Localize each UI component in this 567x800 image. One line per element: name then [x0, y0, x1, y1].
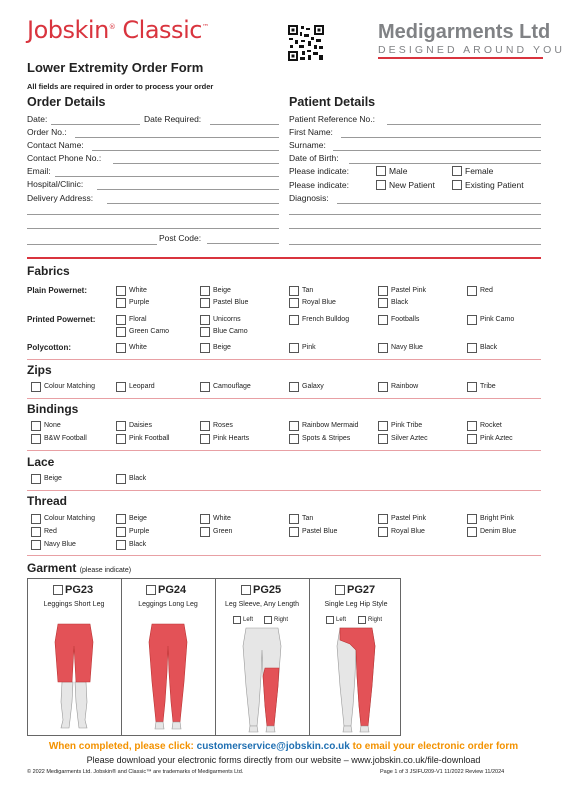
printed-unicorns-checkbox[interactable] — [200, 315, 210, 325]
section-divider — [27, 257, 541, 259]
contact-phone-label: Contact Phone No.: — [27, 153, 102, 163]
male-label: Male — [389, 166, 408, 176]
zip-colour-matching-checkbox[interactable] — [31, 382, 41, 392]
pg25-left-label: Left — [243, 617, 254, 623]
plain-white-label: White — [129, 287, 147, 294]
email-instruction — [0, 741, 567, 752]
thread-purple-label: Purple — [129, 528, 150, 535]
pg24-name: Leggings Long Leg — [138, 601, 198, 608]
pg25-name: Leg Sleeve, Any Length — [225, 601, 299, 608]
diagnosis-label: Diagnosis: — [289, 193, 329, 203]
date-label: Date: — [27, 114, 48, 124]
post-code-field[interactable] — [159, 233, 279, 245]
thread-bright-pink-label: Bright Pink — [480, 515, 514, 522]
garment-divider-2 — [215, 578, 216, 736]
thread-white-label: White — [213, 515, 231, 522]
hospital-line — [97, 189, 279, 190]
lace-divider — [27, 490, 541, 491]
pg23-code: PG23 — [65, 584, 94, 596]
new-patient-label: New Patient — [389, 180, 435, 190]
garment-heading — [27, 561, 131, 575]
binding-silver-aztec-checkbox[interactable] — [378, 434, 388, 444]
date-field[interactable] — [27, 114, 140, 126]
binding-pink-aztec-checkbox[interactable] — [467, 434, 477, 444]
tagline-underline — [378, 57, 543, 59]
patient-reference-field[interactable] — [289, 114, 541, 126]
plain-white-checkbox[interactable] — [116, 286, 126, 296]
pg27-single-leg-hip-illustration — [326, 626, 386, 734]
plain-pastel-blue-label: Pastel Blue — [213, 299, 249, 306]
thread-pastel-pink-label: Pastel Pink — [391, 515, 427, 522]
plain-black-label: Black — [391, 299, 409, 306]
binding-bandw-football-checkbox[interactable] — [31, 434, 41, 444]
delivery-address-line-3[interactable] — [27, 228, 279, 229]
email-label: Email: — [27, 166, 51, 176]
patient-reference-line — [387, 124, 541, 125]
zip-camouflage-label: Camouflage — [213, 383, 251, 390]
pg23-name: Leggings Short Leg — [43, 601, 105, 608]
binding-daisies-checkbox[interactable] — [116, 421, 126, 431]
binding-pink-hearts-label: Pink Hearts — [213, 435, 250, 442]
printed-footballs-checkbox[interactable] — [378, 315, 388, 325]
copyright: © 2022 Medigarments Ltd. Jobskin® and Classic™ are trademarks of Medigarments Ltd. — [27, 769, 244, 775]
plain-powernet-label: Plain Powernet: — [27, 286, 88, 295]
thread-heading: Thread — [27, 494, 68, 508]
first-name-field[interactable] — [289, 127, 541, 139]
polycotton-label: Polycotton: — [27, 343, 71, 352]
pg27-left-checkbox[interactable] — [326, 616, 334, 624]
zip-rainbow-checkbox[interactable] — [378, 382, 388, 392]
poly-white-checkbox[interactable] — [116, 343, 126, 353]
hospital-field[interactable] — [27, 179, 279, 191]
surname-line — [333, 150, 541, 151]
pg24-checkbox[interactable] — [146, 585, 156, 595]
binding-daisies-label: Daisies — [129, 422, 152, 429]
diagnosis-line-2[interactable] — [289, 214, 541, 215]
printed-pink-camo-label: Pink Camo — [480, 316, 515, 323]
existing-patient-label: Existing Patient — [465, 180, 524, 190]
order-no-label: Order No.: — [27, 127, 67, 137]
thread-pastel-blue-label: Pastel Blue — [302, 528, 338, 535]
binding-pink-hearts-checkbox[interactable] — [200, 434, 210, 444]
thread-black-label: Black — [129, 541, 147, 548]
thread-tan-checkbox[interactable] — [289, 514, 299, 524]
pg25-right-label: Right — [274, 617, 289, 623]
plain-royal-blue-checkbox[interactable] — [289, 298, 299, 308]
lace-black-checkbox[interactable] — [116, 474, 126, 484]
female-label: Female — [465, 166, 494, 176]
zips-divider — [27, 398, 541, 399]
contact-name-line — [92, 150, 279, 151]
binding-pink-tribe-label: Pink Tribe — [391, 422, 423, 429]
printed-green-camo-label: Green Camo — [129, 328, 170, 335]
thread-navy-blue-checkbox[interactable] — [31, 540, 41, 550]
plain-red-label: Red — [480, 287, 493, 294]
garment-divider-3 — [309, 578, 310, 736]
page-info: Page 1 of 3 JSIFU209-V1 11/2022 Review 11/2024 — [380, 769, 505, 775]
patient-type-indicate-label: Please indicate: — [289, 180, 350, 190]
zips-heading: Zips — [27, 363, 52, 377]
zip-galaxy-label: Galaxy — [302, 383, 324, 390]
binding-spots-and-stripes-checkbox[interactable] — [289, 434, 299, 444]
diagnosis-line-4[interactable] — [289, 244, 541, 245]
printed-footballs-label: Footballs — [391, 316, 420, 323]
pg27-code: PG27 — [347, 584, 376, 596]
binding-rainbow-mermaid-label: Rainbow Mermaid — [302, 422, 359, 429]
thread-royal-blue-label: Royal Blue — [391, 528, 425, 535]
poly-navy-blue-checkbox[interactable] — [378, 343, 388, 353]
binding-pink-football-label: Pink Football — [129, 435, 170, 442]
dob-line — [349, 163, 541, 164]
pg27-left-label: Left — [336, 617, 347, 623]
poly-beige-checkbox[interactable] — [200, 343, 210, 353]
patient-details-heading: Patient Details — [289, 95, 376, 109]
thread-purple-checkbox[interactable] — [116, 527, 126, 537]
brand-sub: Classic — [122, 16, 202, 44]
thread-royal-blue-checkbox[interactable] — [378, 527, 388, 537]
thread-red-label: Red — [44, 528, 57, 535]
email-instruction-pre: When completed, please click: — [48, 741, 197, 752]
new-patient-checkbox[interactable] — [376, 180, 386, 190]
pg25-leg-sleeve-illustration — [232, 626, 292, 734]
patient-reference-label: Patient Reference No.: — [289, 114, 375, 124]
plain-tan-label: Tan — [302, 287, 314, 294]
plain-beige-label: Beige — [213, 287, 231, 294]
surname-field[interactable] — [289, 140, 541, 152]
company-tagline: DESIGNED AROUND YOU — [378, 44, 566, 56]
post-code-label: Post Code: — [159, 233, 202, 243]
thread-green-checkbox[interactable] — [200, 527, 210, 537]
thread-tan-label: Tan — [302, 515, 314, 522]
lace-black-label: Black — [129, 475, 147, 482]
binding-none-checkbox[interactable] — [31, 421, 41, 431]
zip-camouflage-checkbox[interactable] — [200, 382, 210, 392]
plain-red-checkbox[interactable] — [467, 286, 477, 296]
plain-royal-blue-label: Royal Blue — [302, 299, 336, 306]
thread-divider — [27, 555, 541, 556]
bindings-divider — [27, 450, 541, 451]
lace-beige-label: Beige — [44, 475, 62, 482]
plain-pastel-blue-checkbox[interactable] — [200, 298, 210, 308]
binding-silver-aztec-label: Silver Aztec — [391, 435, 428, 442]
date-required-line — [210, 124, 279, 125]
poly-navy-blue-label: Navy Blue — [391, 344, 423, 351]
binding-spots-and-stripes-label: Spots & Stripes — [302, 435, 351, 442]
binding-rocket-checkbox[interactable] — [467, 421, 477, 431]
thread-navy-blue-label: Navy Blue — [44, 541, 76, 548]
zip-tribe-label: Tribe — [480, 383, 496, 390]
email-line — [55, 176, 279, 177]
existing-patient-checkbox[interactable] — [452, 180, 462, 190]
printed-unicorns-label: Unicorns — [213, 316, 241, 323]
delivery-address-line-4[interactable] — [27, 244, 157, 245]
order-no-field[interactable] — [27, 127, 279, 139]
thread-colour-matching-checkbox[interactable] — [31, 514, 41, 524]
thread-pastel-blue-checkbox[interactable] — [289, 527, 299, 537]
printed-blue-camo-label: Blue Camo — [213, 328, 248, 335]
post-code-line — [207, 243, 279, 244]
thread-white-checkbox[interactable] — [200, 514, 210, 524]
pg25-left-checkbox[interactable] — [233, 616, 241, 624]
thread-red-checkbox[interactable] — [31, 527, 41, 537]
pg27-name: Single Leg Hip Style — [324, 601, 388, 608]
printed-french-bulldog-checkbox[interactable] — [289, 315, 299, 325]
order-no-line — [75, 137, 279, 138]
zip-colour-matching-label: Colour Matching — [44, 383, 95, 390]
brand-trademark: ™ — [201, 23, 209, 31]
delivery-address-field[interactable] — [27, 193, 279, 205]
order-details-heading: Order Details — [27, 95, 106, 109]
plain-beige-checkbox[interactable] — [200, 286, 210, 296]
contact-phone-line — [113, 163, 279, 164]
pg24-code: PG24 — [158, 584, 187, 596]
binding-pink-aztec-label: Pink Aztec — [480, 435, 513, 442]
pg27-checkbox[interactable] — [335, 585, 345, 595]
hospital-label: Hospital/Clinic: — [27, 179, 84, 189]
qr-code-icon — [288, 25, 324, 61]
diagnosis-field[interactable] — [289, 193, 541, 205]
brand-registered-mark: ® — [108, 23, 116, 31]
customer-service-email-link[interactable]: customerservice@jobskin.co.uk — [196, 741, 350, 752]
date-line — [51, 124, 140, 125]
thread-pastel-pink-checkbox[interactable] — [378, 514, 388, 524]
thread-black-checkbox[interactable] — [116, 540, 126, 550]
delivery-address-line — [107, 203, 279, 204]
pg23-leggings-short-illustration — [44, 622, 104, 734]
gender-indicate-label: Please indicate: — [289, 166, 350, 176]
poly-pink-label: Pink — [302, 344, 316, 351]
binding-roses-label: Roses — [213, 422, 233, 429]
poly-black-label: Black — [480, 344, 498, 351]
pg23-checkbox[interactable] — [53, 585, 63, 595]
lace-heading: Lace — [27, 455, 55, 469]
male-checkbox[interactable] — [376, 166, 386, 176]
zip-rainbow-label: Rainbow — [391, 383, 419, 390]
printed-powernet-label: Printed Powernet: — [27, 315, 96, 324]
fabrics-heading: Fabrics — [27, 264, 70, 278]
garment-heading-text: Garment — [27, 561, 77, 575]
garment-note: (please indicate) — [79, 567, 132, 574]
delivery-address-line-2[interactable] — [27, 214, 279, 215]
email-field[interactable] — [27, 166, 279, 178]
thread-beige-checkbox[interactable] — [116, 514, 126, 524]
pg24-leggings-long-illustration — [138, 622, 198, 734]
contact-name-label: Contact Name: — [27, 140, 84, 150]
date-required-field[interactable] — [144, 114, 279, 126]
date-required-label: Date Required: — [144, 114, 202, 124]
bindings-heading: Bindings — [27, 402, 79, 416]
binding-roses-checkbox[interactable] — [200, 421, 210, 431]
form-note: All fields are required in order to process your order — [27, 82, 214, 91]
poly-pink-checkbox[interactable] — [289, 343, 299, 353]
zip-leopard-label: Leopard — [129, 383, 155, 390]
dob-field[interactable] — [289, 153, 541, 165]
binding-bandw-football-label: B&W Football — [44, 435, 87, 442]
diagnosis-line-3[interactable] — [289, 228, 541, 229]
delivery-address-label: Delivery Address: — [27, 193, 94, 203]
poly-white-label: White — [129, 344, 147, 351]
pg27-right-checkbox[interactable] — [358, 616, 366, 624]
plain-tan-checkbox[interactable] — [289, 286, 299, 296]
poly-black-checkbox[interactable] — [467, 343, 477, 353]
zip-tribe-checkbox[interactable] — [467, 382, 477, 392]
thread-denim-blue-checkbox[interactable] — [467, 527, 477, 537]
plain-pastel-pink-checkbox[interactable] — [378, 286, 388, 296]
download-instruction: Please download your electronic forms directly from our website – www.jobskin.co.uk/file-download — [86, 755, 481, 765]
binding-none-label: None — [44, 422, 61, 429]
thread-green-label: Green — [213, 528, 233, 535]
binding-rainbow-mermaid-checkbox[interactable] — [289, 421, 299, 431]
jobskin-logo — [27, 16, 208, 44]
plain-purple-checkbox[interactable] — [116, 298, 126, 308]
lace-beige-checkbox[interactable] — [31, 474, 41, 484]
plain-pastel-pink-label: Pastel Pink — [391, 287, 427, 294]
female-checkbox[interactable] — [452, 166, 462, 176]
thread-denim-blue-label: Denim Blue — [480, 528, 517, 535]
pg25-checkbox[interactable] — [241, 585, 251, 595]
binding-pink-tribe-checkbox[interactable] — [378, 421, 388, 431]
printed-green-camo-checkbox[interactable] — [116, 327, 126, 337]
thread-bright-pink-checkbox[interactable] — [467, 514, 477, 524]
dob-label: Date of Birth: — [289, 153, 339, 163]
email-instruction-post: to email your electronic order form — [349, 741, 519, 752]
thread-colour-matching-label: Colour Matching — [44, 515, 95, 522]
thread-beige-label: Beige — [129, 515, 147, 522]
brand-name: Jobskin — [27, 16, 109, 44]
diagnosis-line — [337, 203, 541, 204]
contact-phone-field[interactable] — [27, 153, 279, 165]
printed-floral-checkbox[interactable] — [116, 315, 126, 325]
pg27-right-label: Right — [368, 617, 383, 623]
garment-divider-1 — [121, 578, 122, 736]
binding-rocket-label: Rocket — [480, 422, 502, 429]
contact-name-field[interactable] — [27, 140, 279, 152]
plain-purple-label: Purple — [129, 299, 150, 306]
pg25-code: PG25 — [253, 584, 282, 596]
first-name-line — [341, 137, 541, 138]
printed-pink-camo-checkbox[interactable] — [467, 315, 477, 325]
form-title: Lower Extremity Order Form — [27, 60, 204, 75]
plain-black-checkbox[interactable] — [378, 298, 388, 308]
zip-leopard-checkbox[interactable] — [116, 382, 126, 392]
binding-pink-football-checkbox[interactable] — [116, 434, 126, 444]
printed-blue-camo-checkbox[interactable] — [200, 327, 210, 337]
surname-label: Surname: — [289, 140, 326, 150]
zip-galaxy-checkbox[interactable] — [289, 382, 299, 392]
fabrics-divider — [27, 359, 541, 360]
company-name: Medigarments Ltd — [378, 21, 551, 43]
first-name-label: First Name: — [289, 127, 333, 137]
printed-french-bulldog-label: French Bulldog — [302, 316, 350, 323]
printed-floral-label: Floral — [129, 316, 147, 323]
pg25-right-checkbox[interactable] — [264, 616, 272, 624]
poly-beige-label: Beige — [213, 344, 231, 351]
